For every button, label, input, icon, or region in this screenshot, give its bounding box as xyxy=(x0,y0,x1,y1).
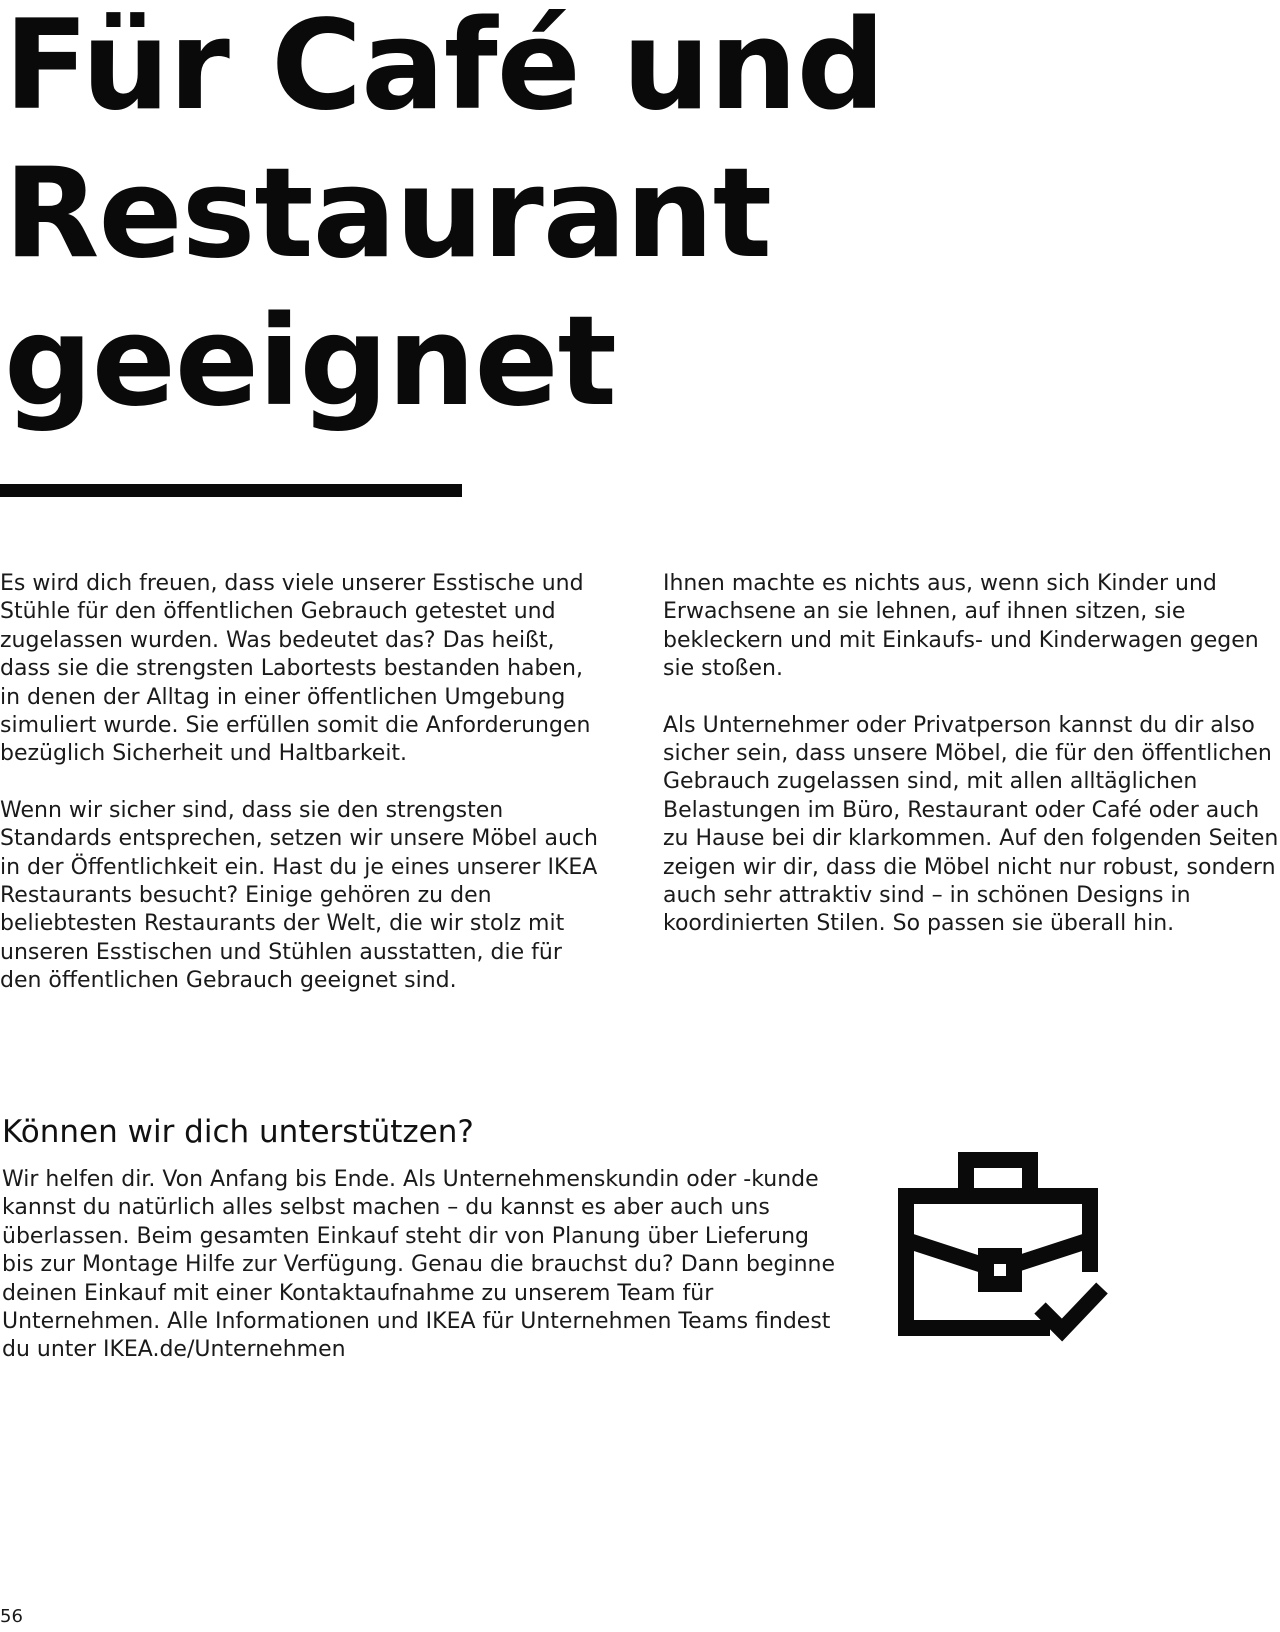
body-column-left xyxy=(0,570,600,1024)
support-heading: Können wir dich unterstützen? xyxy=(2,1114,474,1150)
title-underline xyxy=(0,484,462,497)
page-title: Für Café und Restaurant geeignet xyxy=(4,0,885,434)
body-paragraph: Als Unternehmer oder Privatperson kannst du dir also sicher sein, dass unsere Möbel, die für den öffentlichen Gebrauch zugelassen sind, mit allen alltäglichen Belastungen im Büro, Restaurant oder Café oder auch zu Hause bei dir klarkommen. Auf den folgenden Seiten zeigen wir dir, dass die Möbel nicht nur robust, sondern auch sehr attraktiv sind – in schönen Designs in koordinierten Stilen. So passen sie überall hin. xyxy=(663,712,1279,937)
body-paragraph: Es wird dich freuen, dass viele unserer Esstische und Stühle für den öffentlichen Gebrauch getestet und zugelassen wurden. Was bedeutet das? Das heißt, dass sie die strengsten Labortests bestanden haben, in denen der Alltag in einer öffentlichen Umgebung simuliert wurde. Sie erfüllen somit die Anforderungen bezüglich Sicherheit und Haltbarkeit. xyxy=(0,571,591,767)
briefcase-check-icon xyxy=(898,1152,1108,1342)
body-column-right xyxy=(663,570,1280,967)
support-paragraph: Wir helfen dir. Von Anfang bis Ende. Als Unternehmenskundin oder -kunde kannst du natürlich alles selbst machen – du kannst es aber auch uns überlassen. Beim gesamten Einkauf steht dir von Planung über Lieferung bis zur Montage Hilfe zur Verfügung. Genau die brauchst du? Dann beginne deinen Einkauf mit einer Kontaktaufnahme zu unserem Team für Unternehmen. Alle Informationen und IKEA für Unternehmen Teams findest du unter IKEA.de/Unternehmen xyxy=(2,1167,836,1363)
body-paragraph: Wenn wir sicher sind, dass sie den strengsten Standards entsprechen, setzen wir unsere Möbel auch in der Öffentlichkeit ein. Hast du je eines unserer IKEA Restaurants besucht? Einige gehören zu den beliebtesten Restaurants der Welt, die wir stolz mit unseren Esstischen und Stühlen ausstatten, die für den öffentlichen Gebrauch geeignet sind. xyxy=(0,797,598,994)
page-number: 56 xyxy=(0,1606,23,1627)
body-paragraph: Ihnen machte es nichts aus, wenn sich Kinder und Erwachsene an sie lehnen, auf ihnen sitzen, sie bekleckern und mit Einkaufs- und Kinderwagen gegen sie stoßen. xyxy=(663,571,1259,682)
